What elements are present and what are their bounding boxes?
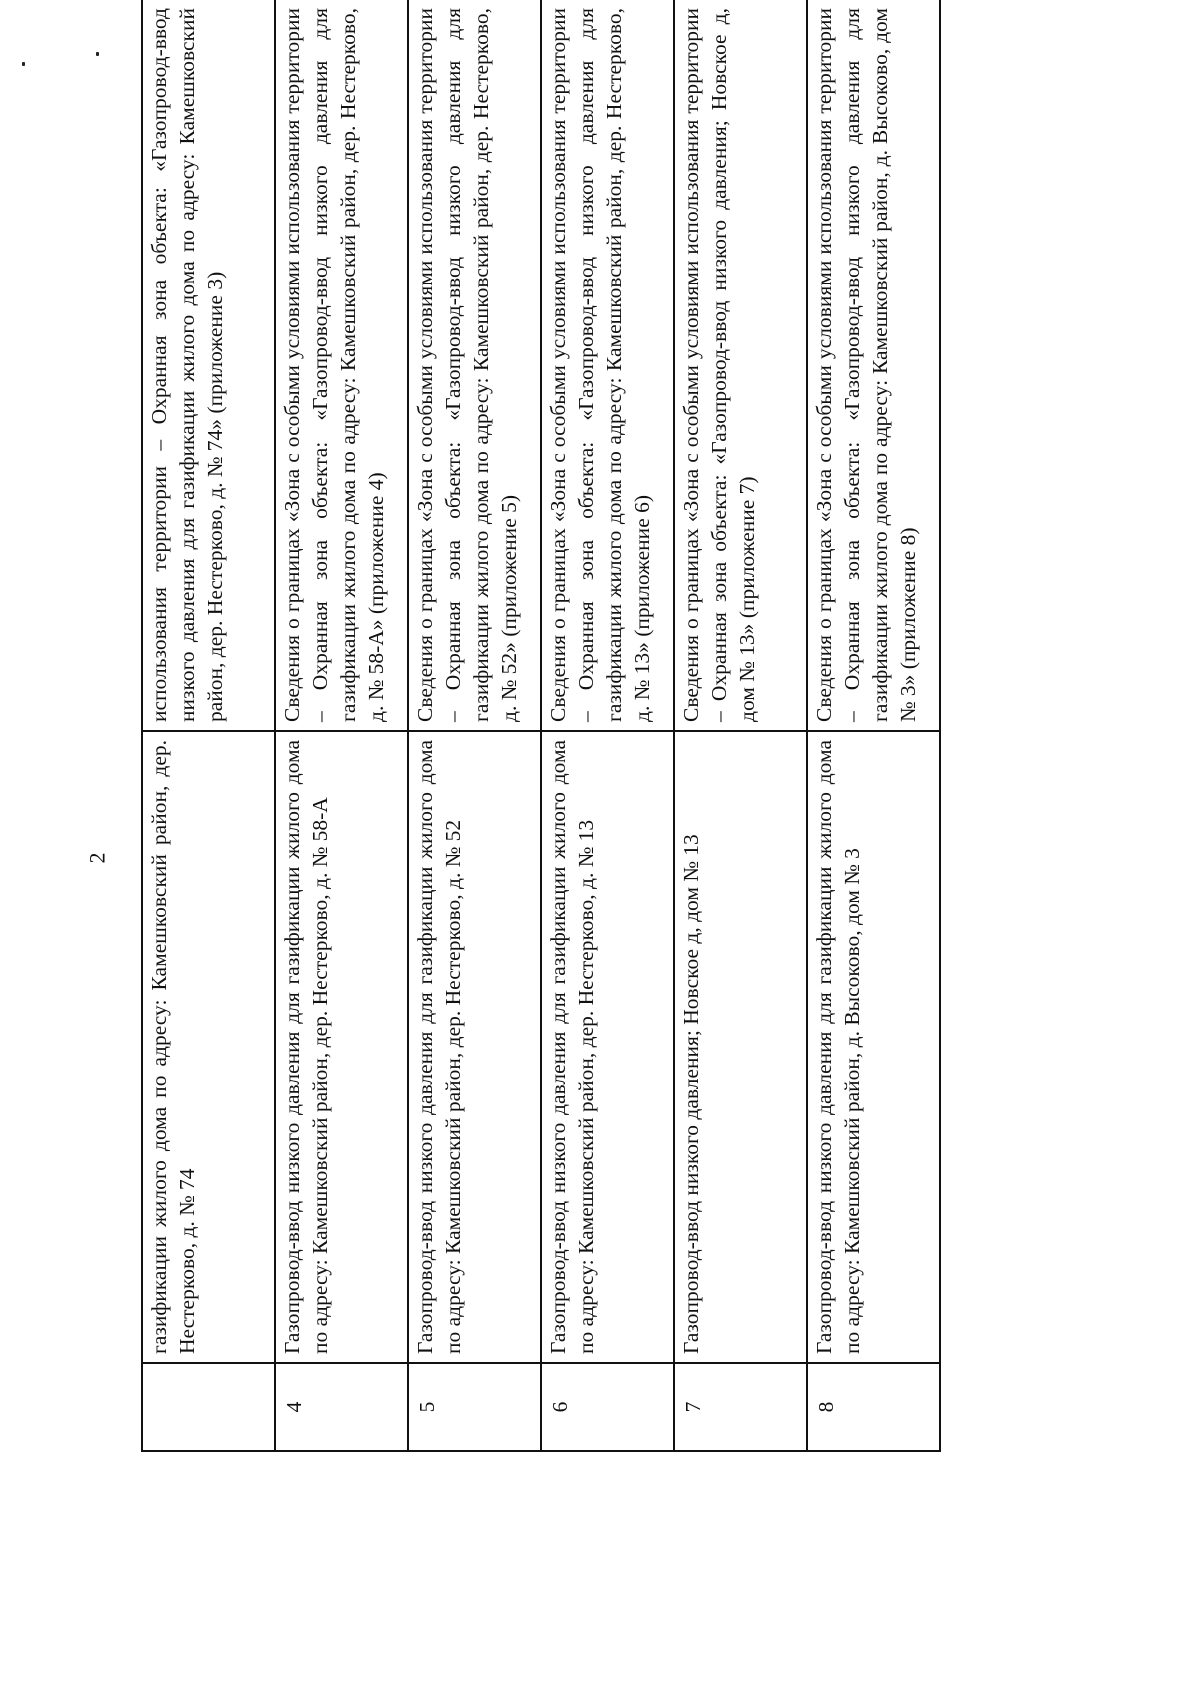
table-row [142, 0, 275, 1451]
zone-info-cell: Сведения о границах «Зона с особыми условиями использования территории – Охранная зона объекта: «Газопровод-ввод низкого давления для газификации жилого дома по адресу: Камешковский район, дер. Нестерково, д. № 13» (приложение 6) [541, 0, 674, 731]
row-number: 5 [408, 1363, 541, 1451]
object-name-cell: Газопровод-ввод низкого давления для газификации жилого дома по адресу: Камешковский район, дер. Нестерково, д. № 58-А [275, 731, 408, 1363]
row-number: 6 [541, 1363, 674, 1451]
row-number [142, 1363, 275, 1451]
object-name-cell: Газопровод-ввод низкого давления для газификации жилого дома по адресу: Камешковский район, дер. Нестерково, д. № 13 [541, 731, 674, 1363]
scan-speck [96, 52, 99, 56]
zone-info-cell: использования территории – Охранная зона объекта: «Газопровод-ввод низкого давления для газификации жилого дома по адресу: Камешковский район, дер. Нестерково, д. № 74» (приложение 3) [142, 0, 275, 731]
zone-info-cell: Сведения о границах «Зона с особыми условиями использования территории – Охранная зона объекта: «Газопровод-ввод низкого давления для газификации жилого дома по адресу: Камешковский район, дер. Нестерково, д. № 58-А» (приложение 4) [275, 0, 408, 731]
page-number: 2 [84, 852, 110, 864]
object-name-cell: Газопровод-ввод низкого давления для газификации жилого дома по адресу: Камешковский район, д. Высоково, дом № 3 [807, 731, 940, 1363]
table-row [807, 0, 940, 1451]
object-name-cell: газификации жилого дома по адресу: Камешковский район, дер. Нестерково, д. № 74 [142, 731, 275, 1363]
zone-info-cell: Сведения о границах «Зона с особыми условиями использования территории – Охранная зона объекта: «Газопровод-ввод низкого давления для газификации жилого дома по адресу: Камешковский район, д. Высоково, дом № 3» (приложение 8) [807, 0, 940, 731]
table-row [408, 0, 541, 1451]
row-number: 7 [674, 1363, 807, 1451]
zone-info-cell: Сведения о границах «Зона с особыми условиями использования территории – Охранная зона объекта: «Газопровод-ввод низкого давления для газификации жилого дома по адресу: Камешковский район, дер. Нестерково, д. № 52» (приложение 5) [408, 0, 541, 731]
row-number: 4 [275, 1363, 408, 1451]
table-row [275, 0, 408, 1451]
scan-speck [22, 62, 25, 66]
row-number: 8 [807, 1363, 940, 1451]
object-name-cell: Газопровод-ввод низкого давления для газификации жилого дома по адресу: Камешковский район, дер. Нестерково, д. № 52 [408, 731, 541, 1363]
table-row [541, 0, 674, 1451]
document-table [141, 0, 939, 1452]
object-name-cell: Газопровод-ввод низкого давления; Новское д, дом № 13 [674, 731, 807, 1363]
table-row [674, 0, 807, 1451]
zone-info-cell: Сведения о границах «Зона с особыми условиями использования территории – Охранная зона объекта: «Газопровод-ввод низкого давления; Новское д, дом № 13» (приложение 7) [674, 0, 807, 731]
